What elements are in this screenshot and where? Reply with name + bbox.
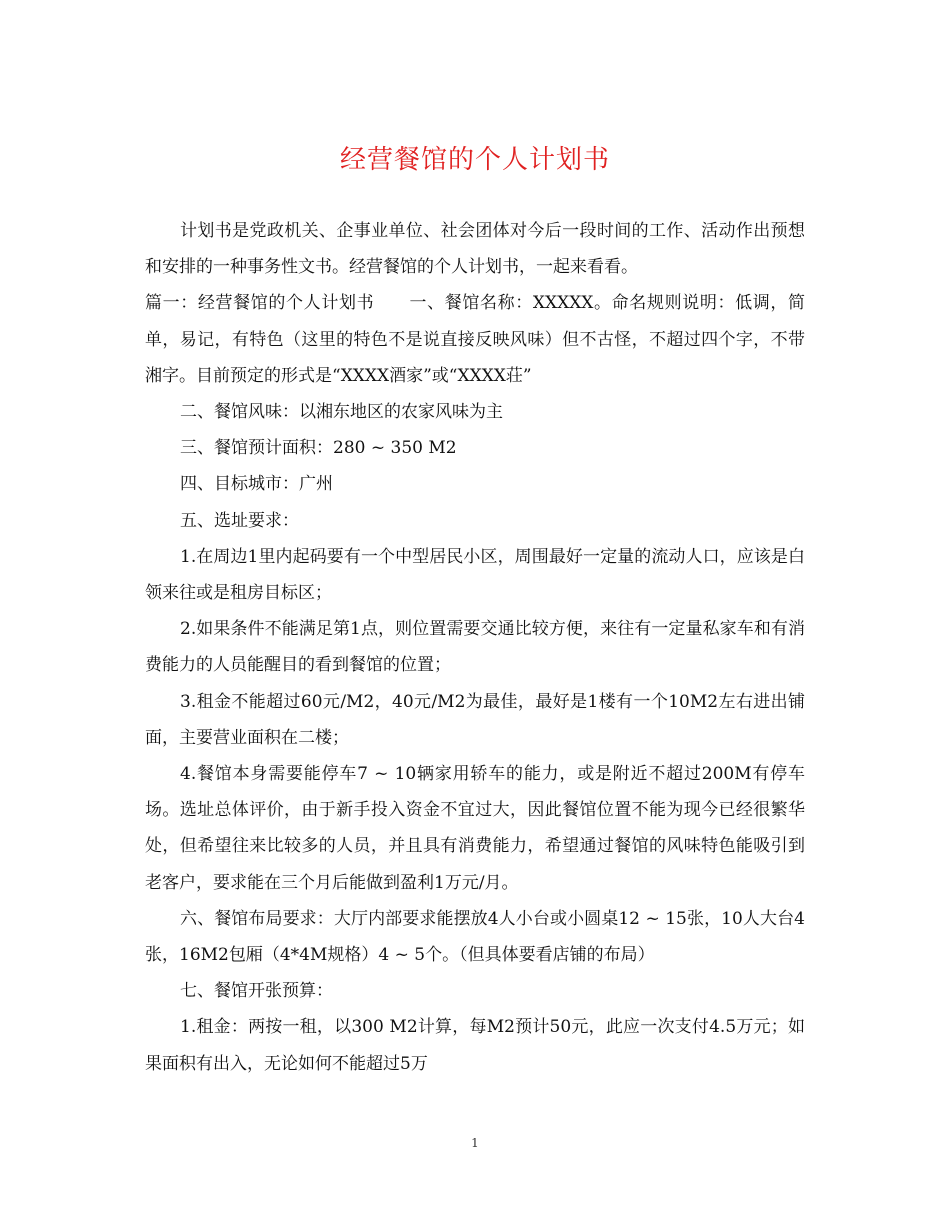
paragraph-budget-rent: 1.租金：两按一租，以300 M2计算，每M2预计50元，此应一次支付4.5万元；如果面积有出入，无论如何不能超过5万 [145,1017,805,1074]
paragraph-restaurant-name: 篇一：经营餐馆的个人计划书 一、餐馆名称：XXXXX。命名规则说明：低调，简单，易记，有特色（这里的特色不是说直接反映风味）但不古怪，不超过四个字，不带湘字。目前预定的形式是“XXXX酒家”或“XXXX荘” [145,293,805,386]
paragraph-budget-heading: 七、餐馆开张预算： [180,981,333,1002]
paragraph-location-3: 3.租金不能超过60元/M2，40元/M2为最佳，最好是1楼有一个10M2左右进出铺面，主要营业面积在二楼； [145,691,805,748]
paragraph-flavor: 二、餐馆风味：以湘东地区的农家风味为主 [180,402,503,423]
paragraph-target-city: 四、目标城市：广州 [180,474,333,495]
paragraph-location-2: 2.如果条件不能满足第1点，则位置需要交通比较方便，来往有一定量私家车和有消费能力的人员能醒目的看到餐馆的位置； [145,619,805,676]
paragraph-layout: 六、餐馆布局要求：大厅内部要求能摆放4人小台或小圆桌12 ~ 15张，10人大台4张，16M2包厢（4*4M规格）4 ~ 5个。（但具体要看店铺的布局） [145,908,805,966]
document-title: 经营餐馆的个人计划书 [339,145,610,175]
paragraph-location-heading: 五、选址要求： [180,510,299,531]
paragraph-intro: 计划书是党政机关、企事业单位、社会团体对今后一段时间的工作、活动作出预想和安排的一种事务性文书。经营餐馆的个人计划书，一起来看看。 [145,221,805,278]
paragraph-area: 三、餐馆预计面积：280 ~ 350 M2 [180,438,457,459]
page-number: 1 [471,1136,479,1150]
paragraph-location-4: 4.餐馆本身需要能停车7 ~ 10辆家用轿车的能力，或是附近不超过200M有停车场。选址总体评价，由于新手投入资金不宜过大，因此餐馆位置不能为现今已经很繁华处，但希望往来比较多的人员，并且具有消费能力，希望通过餐馆的风味特色能吸引到老客户，要求能在三个月后能做到盈利1万元/月。 [145,764,805,893]
document-body [145,213,805,1082]
paragraph-location-1: 1.在周边1里内起码要有一个中型居民小区，周围最好一定量的流动人口，应该是白领来往或是租房目标区； [145,546,805,604]
